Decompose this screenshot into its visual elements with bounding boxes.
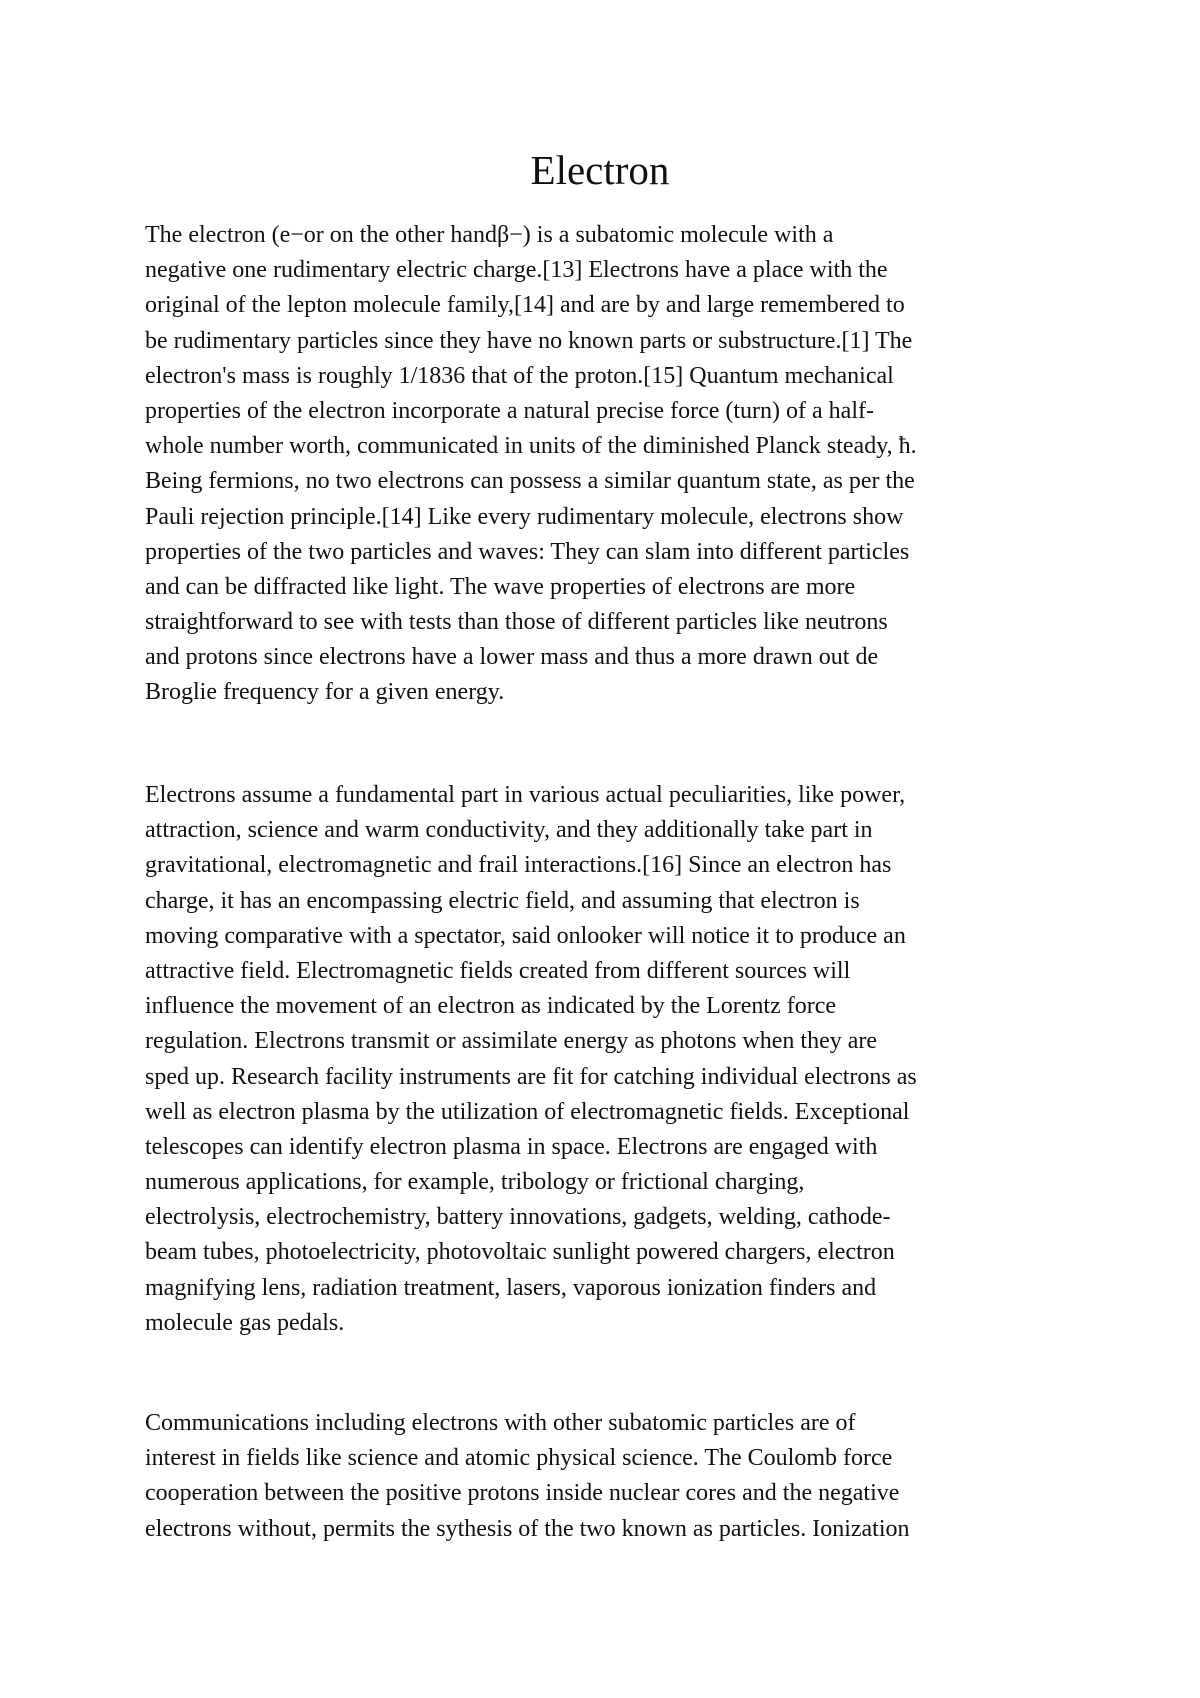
text-line: and can be diffracted like light. The wave properties of electrons are more xyxy=(145,573,856,600)
text-line: Broglie frequency for a given energy. xyxy=(145,679,505,706)
text-line: electrons without, permits the sythesis of the two known as particles. Ionization xyxy=(145,1515,910,1542)
text-line: whole number worth, communicated in units of the diminished Planck steady, ħ. xyxy=(145,433,917,460)
text-line: gravitational, electromagnetic and frail interactions.[16] Since an electron has xyxy=(145,852,892,879)
text-line: electron's mass is roughly 1/1836 that of the proton.[15] Quantum mechanical xyxy=(145,362,894,389)
text-line: regulation. Electrons transmit or assimilate energy as photons when they are xyxy=(145,1028,878,1055)
document-title: Electron xyxy=(530,147,670,193)
text-line: telescopes can identify electron plasma in space. Electrons are engaged with xyxy=(145,1133,878,1160)
text-line: attractive field. Electromagnetic fields created from different sources will xyxy=(145,957,851,984)
text-line: charge, it has an encompassing electric field, and assuming that electron is xyxy=(145,887,860,914)
text-line: The electron (e−or on the other handβ−) is a subatomic molecule with a xyxy=(145,222,834,248)
text-line: cooperation between the positive protons inside nuclear cores and the negative xyxy=(145,1480,900,1507)
text-line: negative one rudimentary electric charge.[13] Electrons have a place with the xyxy=(145,257,888,284)
text-line: influence the movement of an electron as indicated by the Lorentz force xyxy=(145,993,837,1020)
paragraph xyxy=(145,778,1065,1341)
text-line: well as electron plasma by the utilization of electromagnetic fields. Exceptional xyxy=(145,1098,910,1125)
text-line: original of the lepton molecule family,[14] and are by and large remembered to xyxy=(145,292,905,319)
text-line: beam tubes, photoelectricity, photovoltaic sunlight powered chargers, electron xyxy=(145,1239,895,1266)
text-line: Electrons assume a fundamental part in various actual peculiarities, like power, xyxy=(145,782,906,808)
text-line: attraction, science and warm conductivity, and they additionally take part in xyxy=(145,817,873,844)
paragraph xyxy=(145,1406,1065,1547)
text-line: magnifying lens, radiation treatment, lasers, vaporous ionization finders and xyxy=(145,1274,877,1301)
paragraph xyxy=(145,218,1065,711)
text-line: sped up. Research facility instruments are fit for catching individual electrons as xyxy=(145,1063,917,1090)
text-line: Pauli rejection principle.[14] Like every rudimentary molecule, electrons show xyxy=(145,503,904,530)
text-line: properties of the two particles and waves: They can slam into different particles xyxy=(145,538,910,565)
text-line: straightforward to see with tests than those of different particles like neutrons xyxy=(145,609,888,636)
text-line: interest in fields like science and atomic physical science. The Coulomb force xyxy=(145,1445,893,1472)
text-line: molecule gas pedals. xyxy=(145,1309,345,1336)
text-line: Being fermions, no two electrons can possess a similar quantum state, as per the xyxy=(145,468,915,495)
text-line: moving comparative with a spectator, said onlooker will notice it to produce an xyxy=(145,922,906,949)
text-line: numerous applications, for example, tribology or frictional charging, xyxy=(145,1169,805,1196)
text-line: electrolysis, electrochemistry, battery innovations, gadgets, welding, cathode- xyxy=(145,1204,891,1231)
text-line: Communications including electrons with other subatomic particles are of xyxy=(145,1410,856,1436)
text-line: and protons since electrons have a lower mass and thus a more drawn out de xyxy=(145,644,879,671)
text-line: be rudimentary particles since they have no known parts or substructure.[1] The xyxy=(145,327,913,354)
text-line: properties of the electron incorporate a natural precise force (turn) of a half- xyxy=(145,397,874,424)
